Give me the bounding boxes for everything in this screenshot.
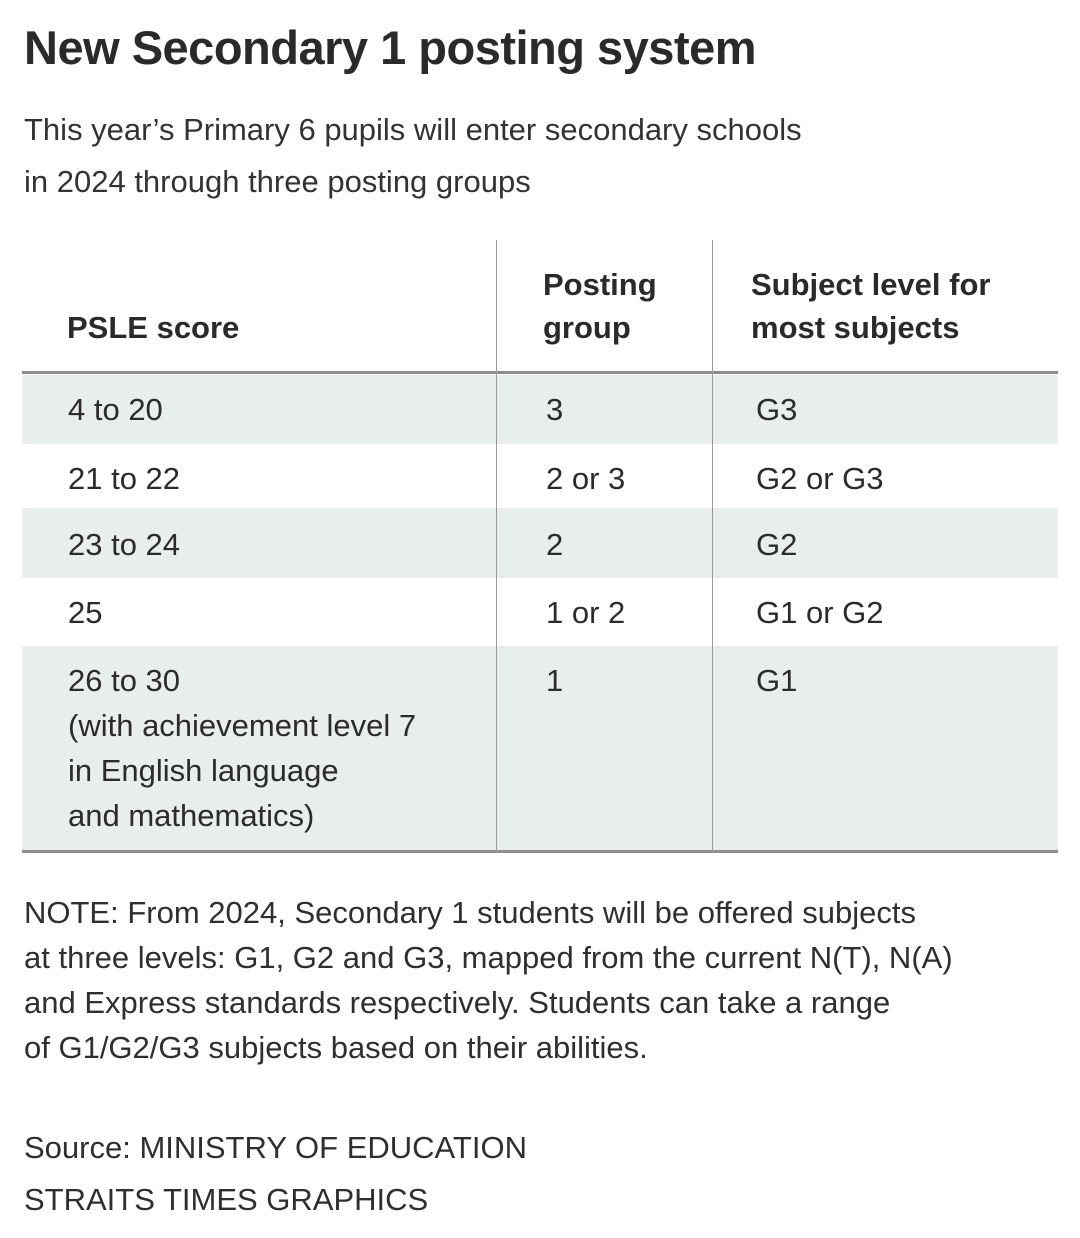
note-line: and Express standards respectively. Students can take a range (24, 985, 891, 1020)
column-header-line: Subject level for (751, 267, 991, 302)
cell-posting-group: 3 (546, 392, 564, 427)
cell-subject-level: G3 (756, 392, 798, 427)
cell-psle-score: 21 to 22 (68, 461, 181, 496)
credit-line: STRAITS TIMES GRAPHICS (24, 1182, 429, 1217)
cell-subject-level: G2 (756, 527, 798, 562)
subtitle-line: This year’s Primary 6 pupils will enter secondary schools (24, 112, 802, 147)
cell-line: 26 to 30 (68, 663, 181, 698)
table-row (22, 508, 1058, 578)
column-header-line: group (543, 310, 631, 345)
cell-line: and mathematics) (68, 798, 315, 833)
cell-psle-score (68, 658, 416, 838)
note-line: of G1/G2/G3 subjects based on their abilities. (24, 1030, 648, 1065)
cell-posting-group: 2 or 3 (546, 461, 626, 496)
column-divider (712, 240, 713, 852)
cell-subject-level: G1 or G2 (756, 595, 884, 630)
cell-psle-score: 4 to 20 (68, 392, 163, 427)
table-row (22, 646, 1058, 851)
table-row (22, 375, 1058, 444)
cell-psle-score: 23 to 24 (68, 527, 181, 562)
cell-posting-group: 1 (546, 663, 564, 698)
table-row (22, 444, 1058, 508)
source-line: Source: MINISTRY OF EDUCATION (24, 1130, 527, 1165)
column-header-line: PSLE score (67, 310, 240, 345)
column-header-line: Posting (543, 267, 657, 302)
cell-line: (with achievement level 7 (68, 708, 417, 743)
subtitle (24, 104, 924, 208)
column-header-psle-score (67, 306, 239, 349)
column-header-subject-level (751, 263, 990, 349)
note-line: NOTE: From 2024, Secondary 1 students will be offered subjects (24, 895, 916, 930)
column-header-line: most subjects (751, 310, 960, 345)
page-title: New Secondary 1 posting system (24, 21, 757, 74)
column-divider (496, 240, 497, 852)
note (24, 890, 1064, 1070)
cell-psle-score: 25 (68, 595, 103, 630)
subtitle-line: in 2024 through three posting groups (24, 164, 531, 199)
cell-posting-group: 1 or 2 (546, 595, 626, 630)
source-credit (24, 1122, 527, 1226)
cell-subject-level: G2 or G3 (756, 461, 884, 496)
cell-line: in English language (68, 753, 339, 788)
cell-posting-group: 2 (546, 527, 564, 562)
cell-subject-level: G1 (756, 663, 798, 698)
table-header (22, 240, 1058, 374)
table-row (22, 578, 1058, 646)
column-header-posting-group (543, 263, 657, 349)
note-line: at three levels: G1, G2 and G3, mapped from the current N(T), N(A) (24, 940, 953, 975)
table-bottom-rule (22, 850, 1058, 853)
